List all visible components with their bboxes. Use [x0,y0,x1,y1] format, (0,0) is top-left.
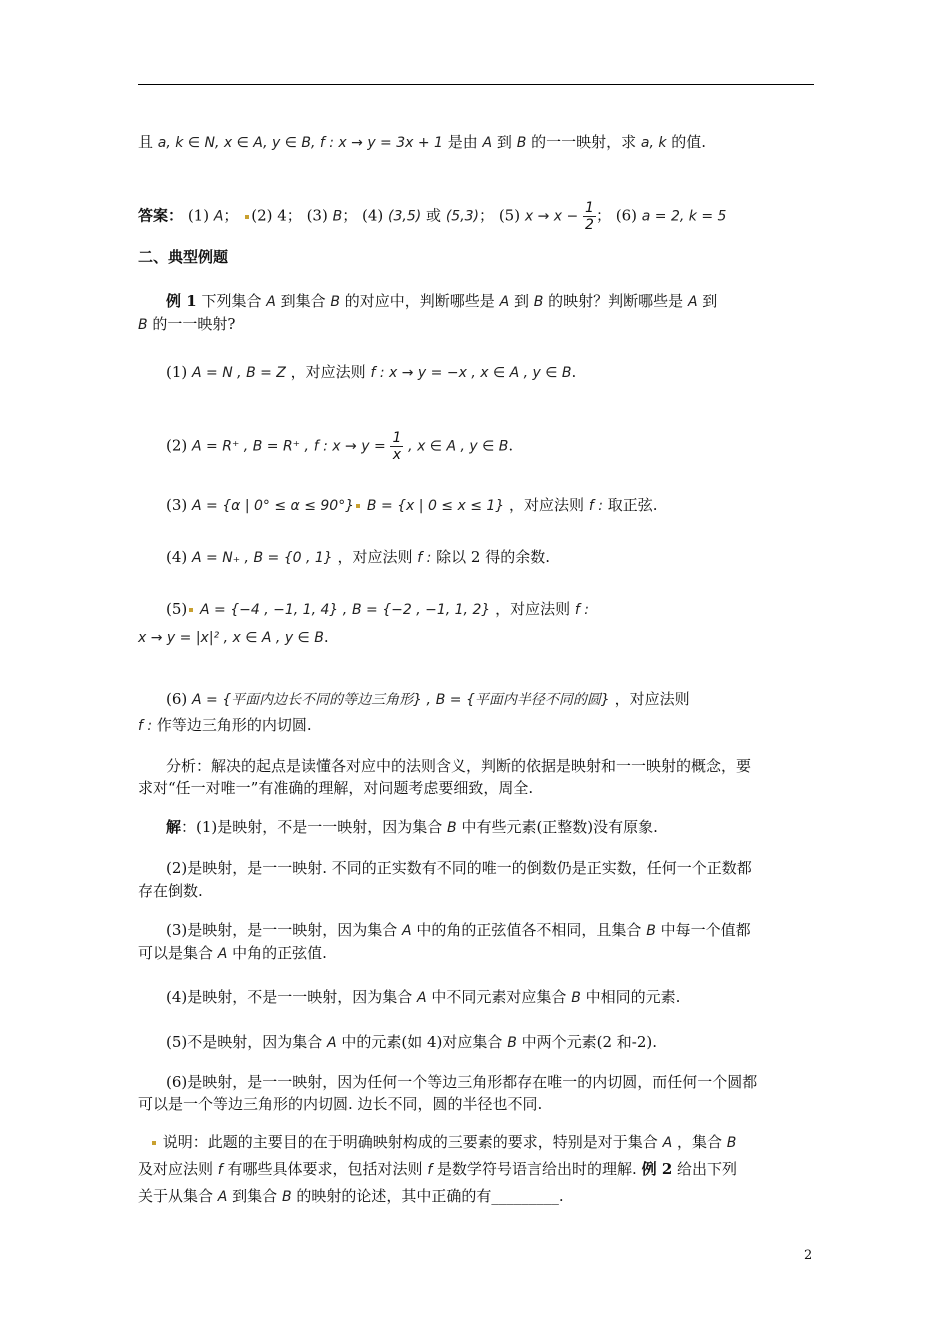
answer-index: (5) [498,206,521,225]
question-text: 到 [513,292,529,310]
answer-value: x → x − [524,208,579,225]
item-rule-text: 取正弦. [607,496,658,514]
note-text: 给出下列 [677,1160,738,1178]
item-text: ，对应法则 [290,363,366,381]
analysis-line-1: 分析：解决的起点是读懂各对应中的法则含义，判断的依据是映射和一一映射的概念，要 [166,757,752,775]
item-text: ，对应法则 [337,548,413,566]
answer-index: (2) [251,206,273,225]
page-number: 2 [804,1248,813,1263]
answer-label: 答案 [138,206,169,225]
set-b: B [507,1035,517,1051]
example-label: 例 1 [166,292,197,310]
example1-item-3 [166,494,657,517]
answer-index: (3) [306,206,328,225]
solution-5 [166,1031,657,1054]
item-rule-text: 作等边三角形的内切圆. [156,716,312,734]
item-rule: f : x → y = [313,438,386,455]
set-a: A [499,294,510,310]
fraction-reciprocal [390,430,403,463]
answer-sep: ； [223,206,239,225]
set-b: B [516,135,527,151]
answer-or: 或 [426,206,442,225]
answer-value: A [213,208,224,225]
set-a: A [417,990,427,1006]
question-text: 的对应中，判断哪些是 [344,292,495,310]
item-number: (5) [166,600,188,618]
fraction-half [583,200,596,233]
item-sets: A = R⁺ , B = R⁺ , [192,438,309,455]
item-domain: , x ∈ A , y ∈ B [408,438,509,455]
intro-text: 的值. [671,133,707,151]
note-line-1 [150,1131,736,1154]
item-number: (6) [166,690,188,708]
solution-text: 中相同的元素. [585,988,681,1006]
solution-3-line-1 [166,919,751,942]
item-set-a: A = {α | 0° ≤ α ≤ 90°} [192,498,355,514]
question-text: 到集合 [280,292,326,310]
note-text: 及对应法则 [138,1160,214,1178]
answer-index: (1) [187,206,210,225]
item-set-b: B = {x | 0 ≤ x ≤ 1} [366,498,505,514]
fraction-numerator: 1 [392,430,402,446]
item-set-b: B = {平面内半径不同的圆} [435,692,610,708]
item-set-b: B = {−2 , −1, 1, 2} [351,602,491,618]
answer-index: (6) [615,206,637,225]
question-text: 下列集合 [201,292,262,310]
example1-item-6-rule [138,714,312,737]
note-text: 说明：此题的主要目的在于明确映射构成的三要素的要求，特别是对于集合 [162,1133,658,1151]
item-number: (1) [166,363,188,381]
solution-text: (5)不是映射，因为集合 [166,1033,323,1051]
fraction-denominator: 2 [585,217,594,233]
intro-line [138,131,706,154]
item-f: f : [138,718,153,734]
fraction-numerator: 1 [585,200,594,216]
example1-item-5-rule [138,626,329,649]
intro-text: 是由 [447,133,478,151]
example1-item-1 [166,361,576,384]
answer-value: (5,3) [445,208,480,225]
rule-f: f [427,1162,433,1178]
note-text: 有哪些具体要求，包括对法则 [227,1160,423,1178]
question-text: 的一一映射? [152,315,236,333]
solution-text: (4)是映射，不是一一映射，因为集合 [166,988,413,1006]
set-a: A [482,135,493,151]
solution-2-line-1: (2)是映射，是一一映射. 不同的正实数有不同的唯一的倒数仍是正实数，任何一个正数都 [166,859,752,877]
note-text: 到集合 [232,1187,278,1205]
item-text: ，对应法则 [509,496,585,514]
item-end: . [571,363,577,381]
solution-text: 中角的正弦值. [232,944,327,962]
solution-2-line-2: 存在倒数. [138,882,203,900]
solution-label: 解 [166,818,182,836]
item-rule-text: 除以 2 得的余数. [436,548,550,566]
set-b: B [138,317,148,333]
set-a: A [687,294,698,310]
note-text: 关于从集合 [138,1187,214,1205]
item-f: f : [417,550,432,566]
set-a: A [266,294,276,310]
solution-text: 中的角的正弦值各不相同，且集合 [416,921,642,939]
intro-to: 到 [496,133,512,151]
solution-text: 中两个元素(2 和-2). [521,1033,657,1051]
note-text: . [558,1187,564,1205]
set-b: B [726,1135,737,1151]
item-set-a: A = {平面内边长不同的等边三角形} , [192,692,431,708]
solution-text: 可以是集合 [138,944,214,962]
answer-colon: ： [168,206,184,225]
marker-dot [356,504,360,508]
example-label: 例 2 [641,1160,673,1178]
answer-sep: ； [479,206,495,225]
set-a: A [402,923,412,939]
set-a: A [217,1189,228,1205]
intro-prefix: 且 [138,133,154,151]
intro-math: a, k ∈ N, x ∈ A, y ∈ B, f : x → y = 3x + 1 [157,135,443,151]
set-b: B [447,820,457,836]
note-text: ，集合 [676,1133,722,1151]
answer-blank[interactable]: _________ [491,1187,559,1205]
set-a: A [327,1035,337,1051]
set-b: B [533,294,544,310]
intro-text: 的一一映射，求 [531,133,637,151]
question-text: 到 [702,292,718,310]
item-rule: x → y = |x|² , x ∈ A , y ∈ B [138,630,324,646]
item-f: f : [574,602,589,618]
item-sets: A = N , B = Z [192,365,286,381]
item-number: (4) [166,548,188,566]
item-f: f : [588,498,603,514]
answer-value: B [332,208,343,225]
solution-text: 中有些元素(正整数)没有原象. [461,818,658,836]
solution-text: (3)是映射，是一一映射，因为集合 [166,921,398,939]
item-number: (2) [166,436,188,455]
fraction-denominator: x [392,447,402,463]
solution-text: 中每一个值都 [660,921,751,939]
section-title: 二、典型例题 [138,248,229,266]
analysis-line-2: 求对“任一对唯一”有准确的理解，对问题考虑要细致，周全. [138,779,534,797]
question-text: 的映射？判断哪些是 [548,292,684,310]
solution-6-line-1: (6)是映射，是一一映射，因为任何一个等边三角形都存在唯一的内切圆，而任何一个圆都 [166,1073,758,1091]
answer-index: (4) [362,206,384,225]
item-end: . [508,436,514,455]
item-sets: A = N₊ , B = {0 , 1} [192,550,333,566]
marker-dot [189,608,193,612]
rule-f: f [217,1162,223,1178]
solution-text: 中不同元素对应集合 [431,988,567,1006]
set-b: B [281,1189,292,1205]
item-set-a: A = {−4 , −1, 1, 4} , [200,602,348,618]
solution-4 [166,986,680,1009]
marker-dot [245,215,249,219]
solution-3-line-2 [138,942,327,965]
answer-line [138,200,726,233]
set-b: B [646,923,656,939]
example1-item-2 [166,430,513,463]
item-number: (3) [166,496,188,514]
set-b: B [330,294,341,310]
solution-text: ：(1)是映射，不是一一映射，因为集合 [181,818,443,836]
item-end: . [323,628,329,646]
item-text: ，对应法则 [495,600,571,618]
example1-question-line2 [138,313,235,336]
note-line-3 [138,1185,564,1208]
answer-sep: ； [595,206,611,225]
set-b: B [571,990,581,1006]
example1-item-4 [166,546,550,569]
answer-sep: ； [342,206,358,225]
solution-1 [166,816,658,839]
solution-6-line-2: 可以是一个等边三角形的内切圆. 边长不同，圆的半径也不同. [138,1095,543,1113]
example1-item-6 [166,688,690,711]
example1-item-5 [166,598,589,621]
note-text: 是数学符号语言给出时的理解. [437,1160,637,1178]
marker-dot [152,1141,156,1145]
answer-value: 4； [277,206,302,225]
solution-text: 中的元素(如 4)对应集合 [341,1033,503,1051]
example1-question-line1 [166,290,717,313]
set-a: A [662,1135,673,1151]
set-a: A [217,946,228,962]
header-rule [138,84,814,85]
item-rule: f : x → y = −x , x ∈ A , y ∈ B [370,365,572,381]
intro-math: a, k [640,135,667,151]
answer-value: (3,5) [388,208,422,225]
note-text: 的映射的论述，其中正确的有 [296,1187,492,1205]
note-line-2 [138,1158,737,1181]
item-text: ，对应法则 [614,690,690,708]
answer-value: a = 2, k = 5 [641,208,727,225]
